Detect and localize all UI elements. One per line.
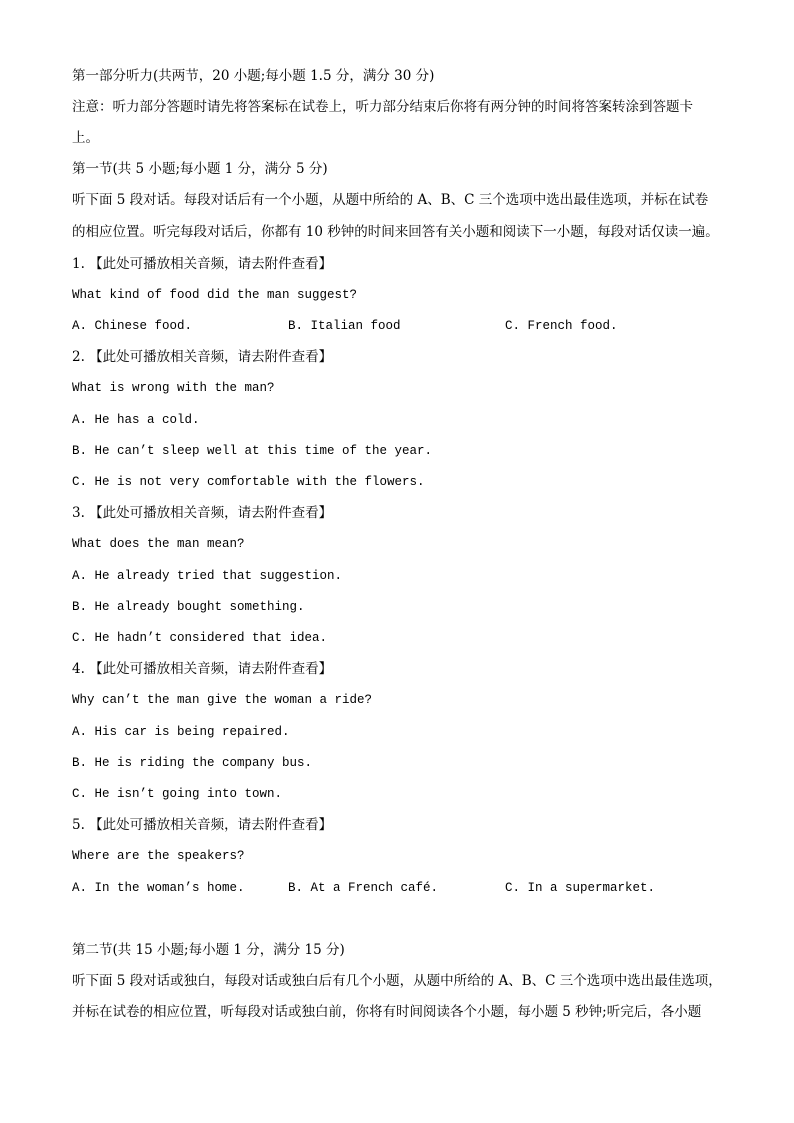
- question-1-text: What kind of food did the man suggest?: [72, 288, 358, 302]
- question-4-option-b[interactable]: B. He is riding the company bus.: [72, 756, 313, 770]
- question-5-text: Where are the speakers?: [72, 849, 245, 863]
- part1-note-line1: 注意：听力部分答题时请先将答案标在试卷上，听力部分结束后你将有两分钟的时间将答案转涂到答题卡: [72, 99, 693, 115]
- section1-instructions-line2: 的相应位置。听完每段对话后，你都有 10 秒钟的时间来回答有关小题和阅读下一小题，每段对话仅读一遍。: [72, 224, 719, 240]
- question-3-option-c[interactable]: C. He hadn’t considered that idea.: [72, 631, 328, 645]
- question-2-option-b[interactable]: B. He can’t sleep well at this time of the year.: [72, 444, 433, 458]
- question-5-option-a[interactable]: A. In the woman’s home.: [72, 881, 245, 895]
- section1-instructions-line1: 听下面 5 段对话。每段对话后有一个小题，从题中所给的 A、B、C 三个选项中选出最佳选项，并标在试卷: [72, 192, 709, 208]
- question-2-audio-note: 2. 【此处可播放相关音频，请去附件查看】: [72, 349, 333, 365]
- section2-instructions-line1: 听下面 5 段对话或独白，每段对话或独白后有几个小题，从题中所给的 A、B、C 三个选项中选出最佳选项，: [72, 973, 722, 989]
- section2-heading: 第二节(共 15 小题;每小题 1 分，满分 15 分): [72, 942, 345, 958]
- question-5-audio-note: 5. 【此处可播放相关音频，请去附件查看】: [72, 817, 333, 833]
- part1-note-line2: 上。: [72, 130, 99, 146]
- question-1-audio-note: 1. 【此处可播放相关音频，请去附件查看】: [72, 256, 333, 272]
- question-1-option-a[interactable]: A. Chinese food.: [72, 319, 193, 333]
- question-3-text: What does the man mean?: [72, 537, 245, 551]
- question-2-text: What is wrong with the man?: [72, 381, 275, 395]
- section1-heading: 第一节(共 5 小题;每小题 1 分，满分 5 分): [72, 161, 328, 177]
- question-4-text: Why can’t the man give the woman a ride?: [72, 693, 373, 707]
- section2-instructions-line2: 并标在试卷的相应位置，听每段对话或独白前，你将有时间阅读各个小题，每小题 5 秒钟;听完后，各小题: [72, 1004, 702, 1020]
- question-5-option-c[interactable]: C. In a supermarket.: [505, 881, 656, 895]
- question-4-option-c[interactable]: C. He isn’t going into town.: [72, 787, 283, 801]
- question-5-option-b[interactable]: B. At a French café.: [288, 881, 439, 895]
- question-2-option-c[interactable]: C. He is not very comfortable with the flowers.: [72, 475, 425, 489]
- part1-heading: 第一部分听力(共两节，20 小题;每小题 1.5 分，满分 30 分): [72, 68, 435, 84]
- question-1-option-b[interactable]: B. Italian food: [288, 319, 401, 333]
- question-4-audio-note: 4. 【此处可播放相关音频，请去附件查看】: [72, 661, 333, 677]
- question-3-option-b[interactable]: B. He already bought something.: [72, 600, 305, 614]
- question-3-audio-note: 3. 【此处可播放相关音频，请去附件查看】: [72, 505, 333, 521]
- question-3-option-a[interactable]: A. He already tried that suggestion.: [72, 569, 343, 583]
- question-4-option-a[interactable]: A. His car is being repaired.: [72, 725, 290, 739]
- question-1-option-c[interactable]: C. French food.: [505, 319, 618, 333]
- question-2-option-a[interactable]: A. He has a cold.: [72, 413, 200, 427]
